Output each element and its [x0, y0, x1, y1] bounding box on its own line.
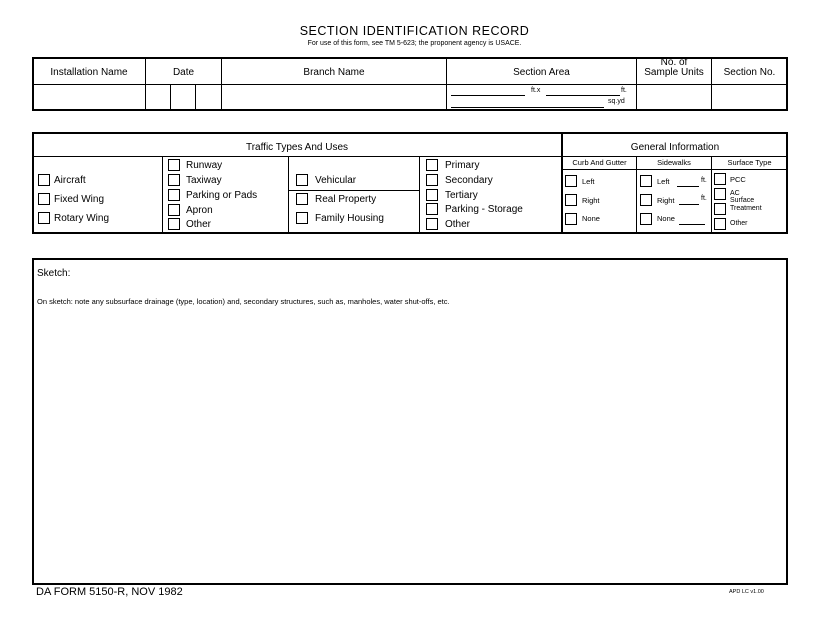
sample-units-field[interactable]: [637, 85, 711, 110]
area-unit-ftx: ft.x: [531, 87, 541, 94]
date-header: Date: [172, 67, 195, 78]
pavement-other-label: Other: [186, 219, 212, 230]
real-property-checkbox[interactable]: [296, 193, 308, 205]
parking-storage-label: Parking - Storage: [445, 204, 523, 215]
curb-left-checkbox[interactable]: [565, 175, 577, 187]
rotary-wing-label: Rotary Wing: [54, 213, 110, 224]
surface-other-checkbox[interactable]: [714, 218, 726, 230]
runway-label: Runway: [186, 160, 223, 171]
sidewalk-none-field[interactable]: [679, 224, 705, 225]
real-property-label: Real Property: [315, 194, 377, 205]
general-heading: General Information: [630, 142, 720, 153]
area-unit-sqyd: sq.yd: [608, 98, 625, 105]
form-version: APD LC v1.00: [729, 589, 764, 595]
parking-pads-checkbox[interactable]: [168, 189, 180, 201]
fixed-wing-label: Fixed Wing: [54, 194, 105, 205]
surface-treatment-checkbox[interactable]: [714, 203, 726, 215]
vehicular-checkbox[interactable]: [296, 174, 308, 186]
secondary-checkbox[interactable]: [426, 174, 438, 186]
road-other-label: Other: [445, 219, 471, 230]
date-month-field[interactable]: [171, 85, 195, 110]
area-unit-ft: ft.: [621, 87, 627, 94]
aircraft-checkbox[interactable]: [38, 174, 50, 186]
sidewalk-right-checkbox[interactable]: [640, 194, 652, 206]
area-width-field[interactable]: [546, 95, 620, 96]
surface-heading: Surface Type: [727, 158, 772, 167]
taxiway-label: Taxiway: [186, 175, 222, 186]
sketch-area[interactable]: [32, 258, 788, 585]
sketch-note: On sketch: note any subsurface drainage (type, location) and, secondary structures, such as, manholes, water shut-offs, etc.: [37, 297, 450, 306]
sidewalk-left-label: Left: [657, 177, 670, 186]
apron-checkbox[interactable]: [168, 204, 180, 216]
aircraft-label: Aircraft: [54, 175, 86, 186]
runway-checkbox[interactable]: [168, 159, 180, 171]
secondary-label: Secondary: [445, 175, 493, 186]
sidewalk-none-label: None: [657, 214, 675, 223]
section-no-header: Section No.: [723, 67, 776, 78]
area-length-field[interactable]: [451, 95, 525, 96]
rotary-wing-checkbox[interactable]: [38, 212, 50, 224]
apron-label: Apron: [186, 205, 213, 216]
date-day-field[interactable]: [146, 85, 170, 110]
sidewalk-left-unit: ft.: [701, 177, 707, 184]
family-housing-checkbox[interactable]: [296, 212, 308, 224]
taxiway-checkbox[interactable]: [168, 174, 180, 186]
sidewalk-none-checkbox[interactable]: [640, 213, 652, 225]
surface-ac-checkbox[interactable]: [714, 188, 726, 200]
installation-name-header: Installation Name: [50, 67, 128, 78]
primary-label: Primary: [445, 160, 480, 171]
form-identifier: DA FORM 5150-R, NOV 1982: [36, 586, 183, 598]
tertiary-label: Tertiary: [445, 190, 478, 201]
installation-name-field[interactable]: [33, 85, 145, 110]
sidewalk-right-width-field[interactable]: [679, 204, 699, 205]
fixed-wing-checkbox[interactable]: [38, 193, 50, 205]
curb-heading: Curb And Gutter: [572, 158, 627, 167]
sidewalk-left-width-field[interactable]: [677, 186, 699, 187]
curb-none-label: None: [582, 214, 600, 223]
parking-pads-label: Parking or Pads: [186, 190, 258, 201]
primary-checkbox[interactable]: [426, 159, 438, 171]
parking-storage-checkbox[interactable]: [426, 203, 438, 215]
vehicular-label: Vehicular: [315, 175, 357, 186]
traffic-heading: Traffic Types And Uses: [245, 142, 349, 153]
section-no-field[interactable]: [712, 85, 787, 110]
date-year-field[interactable]: [196, 85, 221, 110]
surface-surface-label: Surface: [730, 197, 755, 204]
road-other-checkbox[interactable]: [426, 218, 438, 230]
surface-pcc-checkbox[interactable]: [714, 173, 726, 185]
pavement-other-checkbox[interactable]: [168, 218, 180, 230]
curb-right-checkbox[interactable]: [565, 194, 577, 206]
curb-left-label: Left: [582, 177, 595, 186]
sidewalk-right-unit: ft.: [701, 195, 707, 202]
section-area-header: Section Area: [513, 67, 570, 78]
form-title: SECTION IDENTIFICATION RECORD: [299, 24, 530, 38]
branch-name-header: Branch Name: [303, 67, 365, 78]
surface-pcc-label: PCC: [730, 175, 746, 184]
sidewalk-left-checkbox[interactable]: [640, 175, 652, 187]
branch-name-field[interactable]: [222, 85, 446, 110]
surface-treatment-label: Treatment: [730, 205, 762, 212]
sidewalk-right-label: Right: [657, 196, 675, 205]
sketch-label: Sketch:: [37, 268, 71, 279]
form-subtitle: For use of this form, see TM 5-623; the proponent agency is USACE.: [307, 40, 522, 47]
area-sqyd-field[interactable]: [451, 107, 604, 108]
sample-units-header: No. of Sample Units: [644, 57, 704, 78]
curb-none-checkbox[interactable]: [565, 213, 577, 225]
sidewalks-heading: Sidewalks: [657, 158, 691, 167]
family-housing-label: Family Housing: [315, 213, 384, 224]
curb-right-label: Right: [582, 196, 600, 205]
surface-other-label: Other: [730, 220, 748, 227]
tertiary-checkbox[interactable]: [426, 189, 438, 201]
surface-ac-label: AC: [730, 190, 740, 197]
